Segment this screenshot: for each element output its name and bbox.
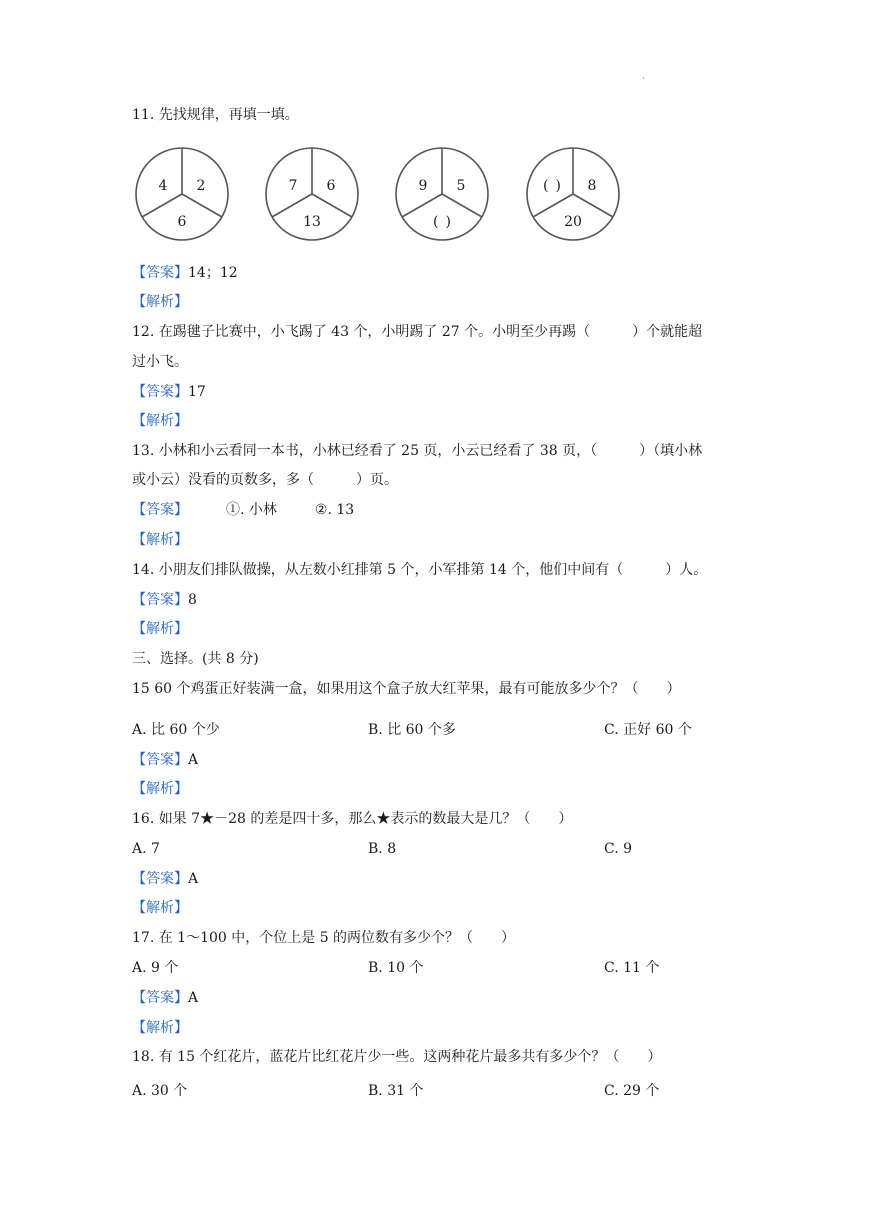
circle-2-left: 7 xyxy=(288,178,298,194)
q17-option-a: A. 9 个 xyxy=(132,960,179,976)
q12-line2: 过小飞。 xyxy=(132,354,188,370)
q18-line1: 18. 有 15 个红花片，蓝花片比红花片少一些。这两种花片最多共有多少个？（ ） xyxy=(132,1049,662,1065)
q17-analysis-tag: 【解析】 xyxy=(132,1020,188,1036)
pattern-circles xyxy=(130,142,630,246)
circle-1-bottom: 6 xyxy=(177,214,187,230)
q15-option-b: B. 比 60 个多 xyxy=(368,722,456,738)
q16-answer-line xyxy=(132,869,198,889)
q18-option-a: A. 30 个 xyxy=(132,1083,188,1099)
circle-1 xyxy=(136,148,228,240)
q14-line1: 14. 小朋友们排队做操，从左数小红排第 5 个，小军排第 14 个，他们中间有（ ）人。 xyxy=(132,562,708,578)
q12-line1: 12. 在踢毽子比赛中，小飞踢了 43 个，小明踢了 27 个。小明至少再踢（ ）个就能超 xyxy=(132,324,703,340)
circle-3-bottom: ( ) xyxy=(433,214,451,230)
q13-answer-b: ②. 13 xyxy=(314,502,355,518)
q13-line1: 13. 小林和小云看同一本书，小林已经看了 25 页，小云已经看了 38 页，（ ）（填小林 xyxy=(132,443,703,459)
q11-title: 11. 先找规律，再填一填。 xyxy=(132,107,299,123)
circle-4 xyxy=(527,148,619,240)
answer-tag: 【答案】 xyxy=(132,592,188,608)
q15-option-c: C. 正好 60 个 xyxy=(604,722,692,738)
q16-answer: A xyxy=(188,871,199,887)
q16-option-c: C. 9 xyxy=(604,841,633,857)
q17-option-c: C. 11 个 xyxy=(604,960,660,976)
circle-2 xyxy=(266,148,358,240)
q16-option-b: B. 8 xyxy=(368,841,397,857)
answer-tag: 【答案】 xyxy=(132,871,188,887)
q12-answer: 17 xyxy=(188,384,206,400)
q17-option-b: B. 10 个 xyxy=(368,960,424,976)
q17-line1: 17. 在 1～100 中，个位上是 5 的两位数有多少个？（ ） xyxy=(132,930,516,946)
circle-2-bottom: 13 xyxy=(303,214,321,230)
q16-analysis-tag: 【解析】 xyxy=(132,900,188,916)
answer-tag: 【答案】 xyxy=(132,752,188,768)
circle-1-left: 4 xyxy=(158,178,168,194)
q11-answer-line xyxy=(132,263,238,283)
q14-answer: 8 xyxy=(188,592,197,608)
q12-analysis-tag: 【解析】 xyxy=(132,413,188,429)
q11-answer: 14；12 xyxy=(188,265,238,281)
q15-answer-line xyxy=(132,750,198,770)
q15-line1: 15 60 个鸡蛋正好装满一盒，如果用这个盒子放大红苹果，最有可能放多少个？（ ） xyxy=(132,681,681,697)
answer-tag: 【答案】 xyxy=(132,265,188,281)
q14-analysis-tag: 【解析】 xyxy=(132,621,188,637)
circle-3-right: 5 xyxy=(456,178,466,194)
q18-option-c: C. 29 个 xyxy=(604,1083,660,1099)
q13-line2: 或小云）没看的页数多，多（ ）页。 xyxy=(132,472,398,488)
circle-4-left: ( ) xyxy=(543,178,561,194)
circle-3-left: 9 xyxy=(418,178,428,194)
circle-4-bottom: 20 xyxy=(564,214,582,230)
q16-line1: 16. 如果 7★－28 的差是四十多，那么★表示的数最大是几？（ ） xyxy=(132,811,573,827)
q18-option-b: B. 31 个 xyxy=(368,1083,424,1099)
circle-1-right: 2 xyxy=(196,178,206,194)
circle-3 xyxy=(396,148,488,240)
pattern-circles-svg xyxy=(130,142,630,246)
q16-option-a: A. 7 xyxy=(132,841,160,857)
answer-tag: 【答案】 xyxy=(132,502,188,518)
q17-answer: A xyxy=(188,990,199,1006)
q11-analysis-tag: 【解析】 xyxy=(132,294,188,310)
answer-tag: 【答案】 xyxy=(132,384,188,400)
q13-answer-line xyxy=(132,500,354,520)
q13-answer-a: ①. 小林 xyxy=(226,502,277,518)
circle-2-right: 6 xyxy=(326,178,336,194)
q17-answer-line xyxy=(132,988,198,1008)
q15-answer: A xyxy=(188,752,199,768)
q12-answer-line xyxy=(132,382,206,402)
q15-analysis-tag: 【解析】 xyxy=(132,781,188,797)
q15-option-a: A. 比 60 个少 xyxy=(132,722,220,738)
circle-4-right: 8 xyxy=(587,178,597,194)
page-dot: · xyxy=(642,74,645,83)
answer-tag: 【答案】 xyxy=(132,990,188,1006)
section-3-heading: 三、选择。(共 8 分) xyxy=(132,651,259,667)
q14-answer-line xyxy=(132,590,197,610)
q13-analysis-tag: 【解析】 xyxy=(132,532,188,548)
